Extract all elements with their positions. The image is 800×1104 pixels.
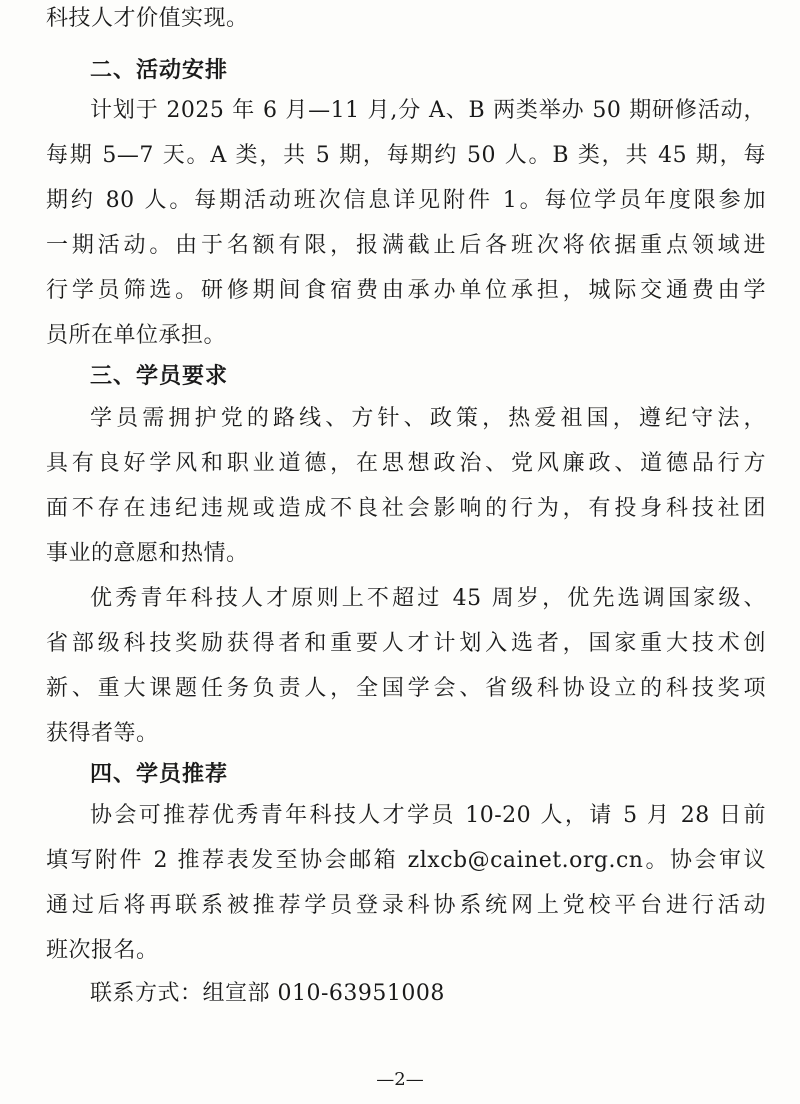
paragraph-line: 科技人才价值实现。 [46,6,249,31]
paragraph-line: 新、重大课题任务负责人，全国学会、省级科协设立的科技奖项 [46,676,766,701]
paragraph-line: 事业的意愿和热情。 [46,541,249,566]
page-number: —2— [376,1069,424,1090]
paragraph-line: 一期活动。由于名额有限，报满截止后各班次将依据重点领域进 [46,233,766,258]
paragraph-line: 协会可推荐优秀青年科技人才学员 10-20 人，请 5 月 28 日前 [90,803,766,828]
paragraph-line: 优秀青年科技人才原则上不超过 45 周岁，优先选调国家级、 [90,586,766,611]
paragraph-line: 填写附件 2 推荐表发至协会邮箱 zlxcb@cainet.org.cn。协会审议 [46,848,766,873]
paragraph-line: 面不存在违纪违规或造成不良社会影响的行为，有投身科技社团 [46,496,766,521]
paragraph-line: 员所在单位承担。 [46,323,227,348]
paragraph-line: 每期 5—7 天。A 类，共 5 期，每期约 50 人。B 类，共 45 期，每 [46,143,766,168]
paragraph-line: 具有良好学风和职业道德，在思想政治、党风廉政、道德品行方 [46,451,766,476]
paragraph-line: 行学员筛选。研修期间食宿费由承办单位承担，城际交通费由学 [46,278,766,303]
paragraph-line: 省部级科技奖励获得者和重要人才计划入选者，国家重大技术创 [46,631,766,656]
paragraph-line: 学员需拥护党的路线、方针、政策，热爱祖国，遵纪守法， [90,406,766,431]
section-heading-recommendation: 四、学员推荐 [90,762,229,787]
section-heading-activity: 二、活动安排 [90,58,229,83]
section-heading-requirements: 三、学员要求 [90,364,229,389]
paragraph-line: 计划于 2025 年 6 月—11 月,分 A、B 两类举办 50 期研修活动， [90,98,766,123]
paragraph-line: 班次报名。 [46,938,159,963]
contact-info: 联系方式：组宣部 010-63951008 [90,981,445,1006]
paragraph-line: 获得者等。 [46,721,159,746]
paragraph-line: 期约 80 人。每期活动班次信息详见附件 1。每位学员年度限参加 [46,188,766,213]
paragraph-line: 通过后将再联系被推荐学员登录科协系统网上党校平台进行活动 [46,893,766,918]
